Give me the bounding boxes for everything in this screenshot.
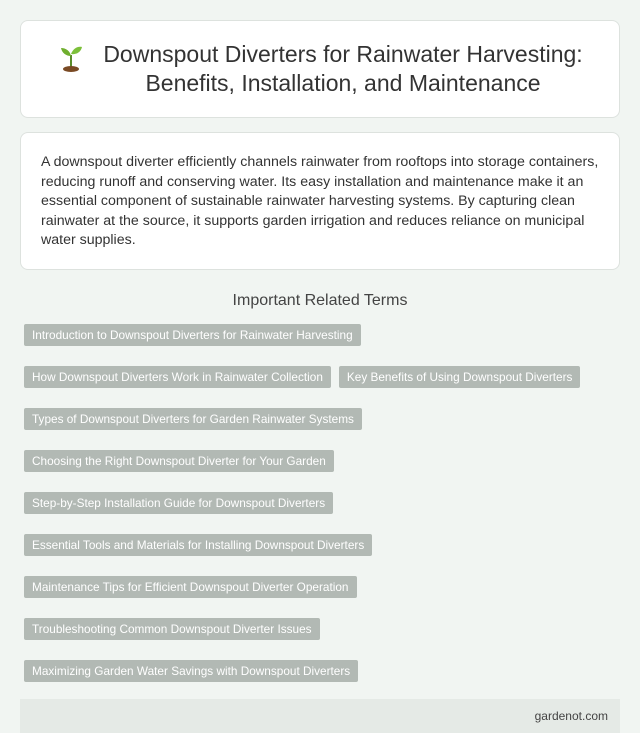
related-term-tag[interactable]: Choosing the Right Downspout Diverter for Your Garden [24,450,334,472]
title-row [57,40,582,98]
sprout-icon [57,42,85,72]
related-term-tag[interactable]: How Downspout Diverters Work in Rainwater Collection [24,366,331,388]
intro-card [20,132,620,270]
page-title-line-2: Benefits, Installation, and Maintenance [145,70,541,96]
related-term-tag[interactable]: Maximizing Garden Water Savings with Downspout Diverters [24,660,358,682]
related-term-tag[interactable]: Step-by-Step Installation Guide for Downspout Diverters [24,492,333,514]
footer [20,699,620,733]
footer-site-link[interactable]: gardenot.com [534,709,608,723]
related-terms-list [20,324,620,682]
title-card [20,20,620,118]
related-terms-heading: Important Related Terms [232,292,408,309]
related-term-tag[interactable]: Introduction to Downspout Diverters for Rainwater Harvesting [24,324,361,346]
page-title-line-1: Downspout Diverters for Rainwater Harvesting: [103,41,583,67]
related-term-tag[interactable]: Maintenance Tips for Efficient Downspout Diverter Operation [24,576,357,598]
related-term-tag[interactable]: Essential Tools and Materials for Installing Downspout Diverters [24,534,372,556]
intro-paragraph: A downspout diverter efficiently channels rainwater from rooftops into storage containers, reducing runoff and conserving water. Its easy installation and maintenance make it an essential component of sustainable rainwater harvesting systems. By capturing clean rainwater at the source, it supports garden irrigation and reduces reliance on municipal water supplies. [41,154,599,248]
page [20,0,620,733]
page-title [103,40,582,98]
related-term-tag[interactable]: Key Benefits of Using Downspout Diverters [339,366,581,388]
related-term-tag[interactable]: Troubleshooting Common Downspout Diverter Issues [24,618,320,640]
related-term-tag[interactable]: Types of Downspout Diverters for Garden Rainwater Systems [24,408,362,430]
